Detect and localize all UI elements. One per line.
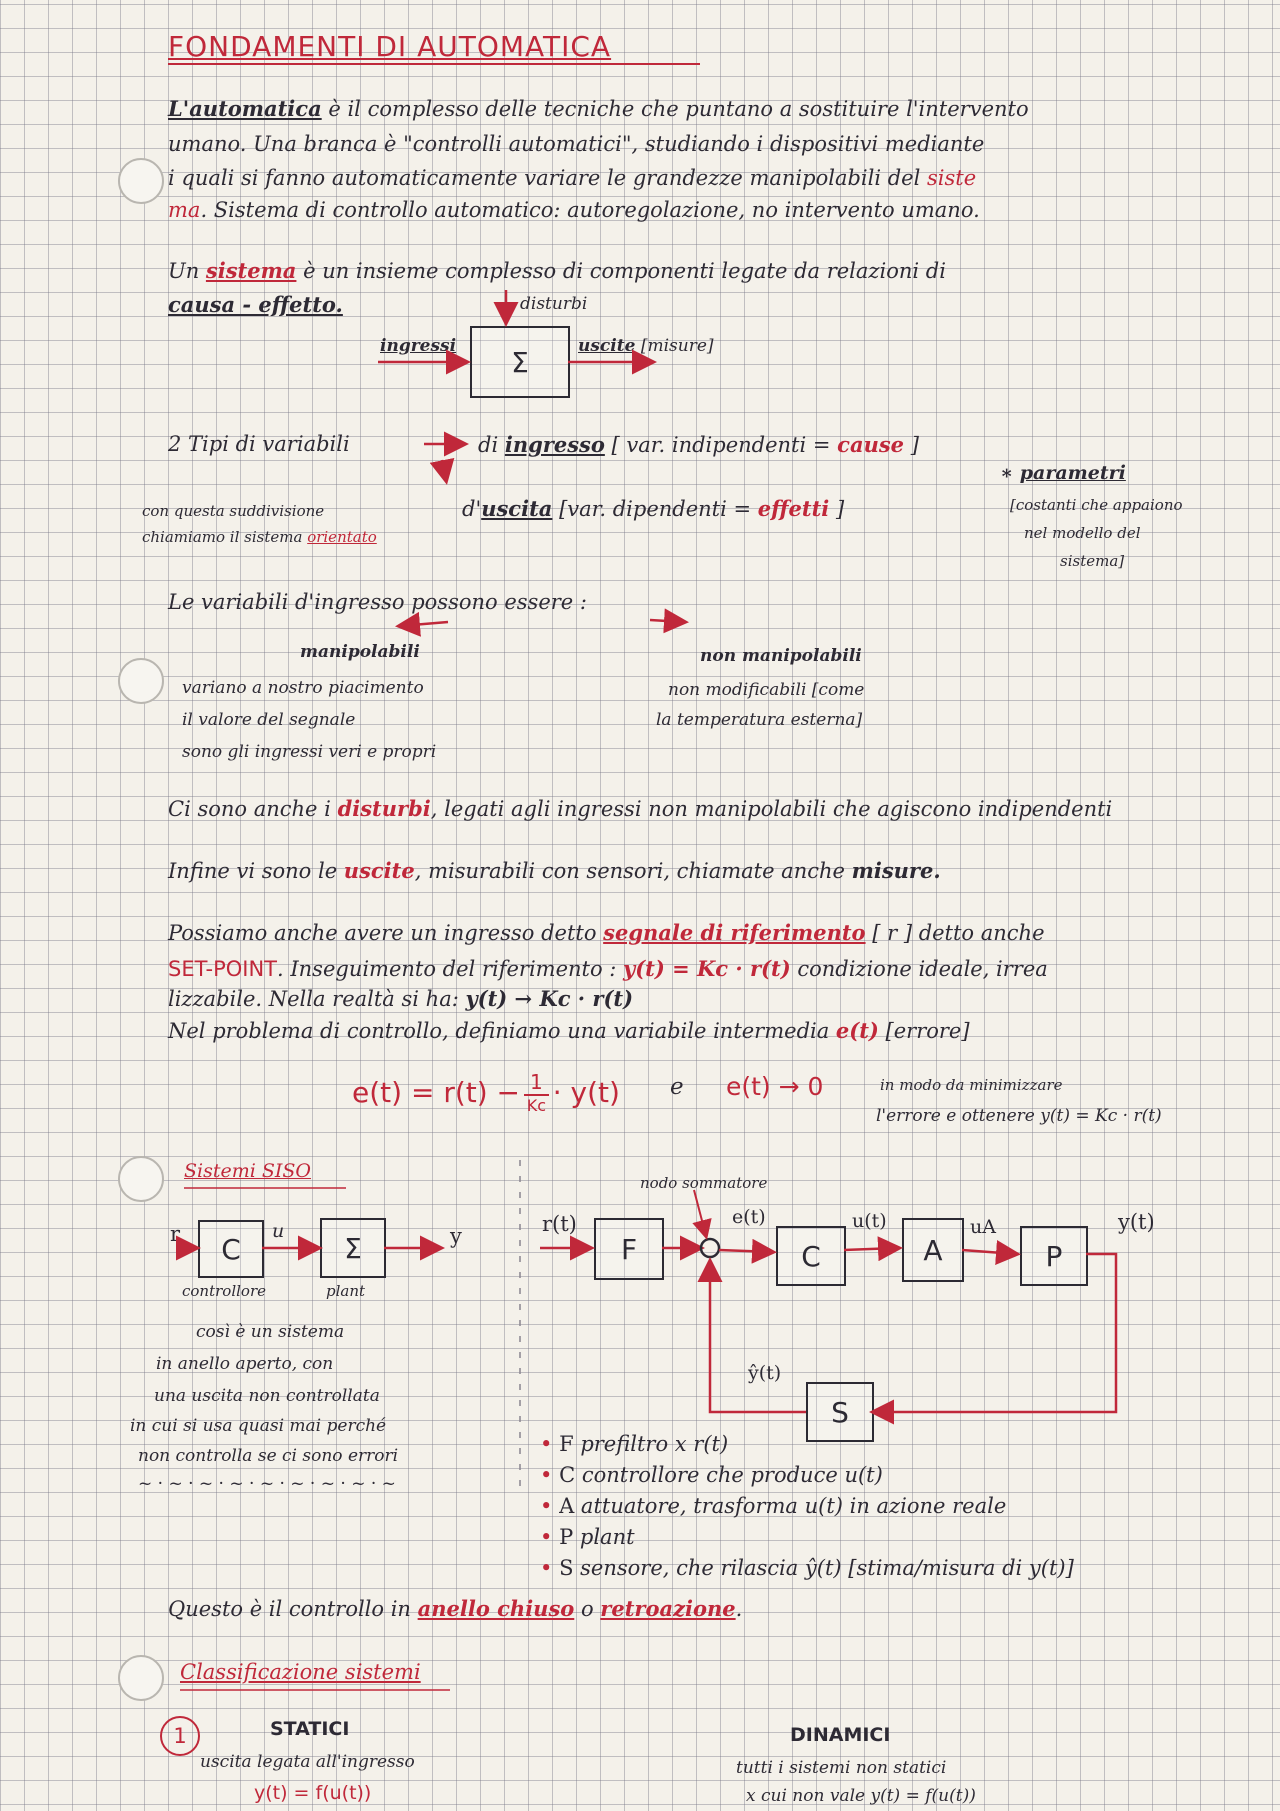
- classificazione-heading: Classificazione sistemi: [180, 1660, 421, 1684]
- text: [errore]: [878, 1019, 970, 1043]
- ideal-formula: y(t) = Kc · r(t): [623, 956, 791, 981]
- text: d': [462, 497, 482, 521]
- dinamici-line-2: x cui non vale y(t) = f(u(t)): [746, 1786, 976, 1806]
- text: [ r ] detto anche: [865, 921, 1045, 945]
- term-parametri: parametri: [1019, 462, 1126, 484]
- siso-r: r: [170, 1222, 181, 1246]
- nodo-sommatore-label: nodo sommatore: [640, 1174, 768, 1192]
- intro-text: . Sistema di controllo automatico: autoregolazione, no intervento umano.: [200, 198, 980, 222]
- text: [ var. indipendenti =: [604, 433, 838, 457]
- text: , misurabili con sensori, chiamate anche: [414, 859, 852, 883]
- term-anello-chiuso: anello chiuso: [417, 1596, 575, 1621]
- term-segnale-riferimento: segnale di riferimento: [603, 920, 866, 945]
- intro-text: è il complesso delle tecniche che puntano a sostituire l'intervento: [321, 97, 1029, 121]
- legend-text: prefiltro x r(t): [580, 1432, 729, 1456]
- legend-item: • F prefiltro x r(t): [540, 1432, 729, 1456]
- legend-item: • C controllore che produce u(t): [540, 1463, 883, 1487]
- nonmanip-arrow: [650, 620, 684, 622]
- intro-text: i quali si fanno automaticamente variare le grandezze manipolabili del: [168, 166, 927, 190]
- controllore-letter: C: [801, 1239, 821, 1273]
- label-ingressi: ingressi: [380, 336, 457, 356]
- manipolabili-line-2: il valore del segnale: [182, 710, 356, 730]
- text: Possiamo anche avere un ingresso detto: [168, 921, 604, 945]
- legend-letter: S: [559, 1556, 574, 1580]
- tipi-variabili: 2 Tipi di variabili: [168, 432, 350, 456]
- term-uscite: uscite: [343, 858, 415, 883]
- text: di: [478, 433, 505, 457]
- term-cause: cause: [837, 432, 905, 457]
- closed-ua: uA: [970, 1216, 996, 1238]
- parametri-line-1: [costanti che appaiono: [1010, 496, 1183, 514]
- closed-e-arrow: [719, 1250, 772, 1252]
- plant-label: plant: [326, 1282, 366, 1300]
- plant-letter: P: [1045, 1239, 1063, 1273]
- legend-text: controllore che produce u(t): [581, 1463, 883, 1487]
- legend-letter: A: [559, 1494, 575, 1518]
- attuatore-letter: A: [923, 1233, 943, 1267]
- text: ]: [829, 497, 845, 521]
- text: , legati agli ingressi non manipolabili che agiscono indipendenti: [430, 797, 1113, 821]
- siso-squiggle: ~ · ~ · ~ · ~ · ~ · ~ · ~ · ~ · ~: [138, 1474, 396, 1494]
- term-ingresso: ingresso: [504, 432, 605, 457]
- text: lizzabile. Nella realtà si ha:: [168, 987, 466, 1011]
- section-number: 1: [160, 1716, 200, 1756]
- non-manipolabili-line-2: la temperatura esterna]: [656, 710, 863, 730]
- non-manipolabili-title: non manipolabili: [700, 646, 862, 666]
- text: o: [574, 1597, 601, 1621]
- formula-note-1: in modo da minimizzare: [880, 1076, 1063, 1094]
- text: ]: [904, 433, 919, 457]
- feedback-path-left: [710, 1262, 806, 1412]
- statici-title: STATICI: [270, 1718, 350, 1740]
- label-disturbi: disturbi: [520, 294, 588, 314]
- summing-node: [701, 1239, 719, 1257]
- non-manipolabili-line-1: non modificabili [come: [668, 680, 865, 700]
- legend-letter: F: [559, 1432, 574, 1456]
- sistema-line-2: causa - effetto.: [168, 292, 343, 317]
- parametri-line-3: sistema]: [1060, 552, 1125, 570]
- text: chiamiamo il sistema: [142, 528, 308, 546]
- statici-formula: y(t) = f(u(t)): [254, 1782, 372, 1804]
- plant-sigma: Σ: [344, 1231, 362, 1265]
- sigma-symbol: Σ: [511, 345, 529, 379]
- legend-text: sensore, che rilascia ŷ(t) [stima/misura di y(t)]: [580, 1556, 1074, 1580]
- siso-note-2: in anello aperto, con: [156, 1354, 334, 1374]
- formula-lhs: e(t) = r(t) −: [352, 1076, 521, 1109]
- siso-note-5: non controlla se ci sono errori: [138, 1446, 399, 1466]
- page-title: FONDAMENTI DI AUTOMATICA: [168, 30, 612, 63]
- parametri-title: ∗ parametri: [1000, 462, 1126, 484]
- term-orientato: orientato: [307, 528, 377, 546]
- term-retroazione: retroazione: [600, 1596, 736, 1621]
- intro-red-text: siste: [927, 166, 977, 190]
- prefiltro-letter: F: [620, 1232, 638, 1266]
- dinamici-title: DINAMICI: [790, 1724, 891, 1746]
- dinamici-line-1: tutti i sistemi non statici: [736, 1758, 947, 1778]
- term-errore: e(t): [835, 1018, 879, 1043]
- fraction-numerator: 1: [524, 1070, 549, 1096]
- manipolabili-line-1: variano a nostro piacimento: [182, 678, 424, 698]
- error-limit: e(t) → 0: [726, 1072, 824, 1101]
- text: Nel problema di controllo, definiamo una variabile intermedia: [168, 1019, 836, 1043]
- manip-arrow: [400, 622, 448, 626]
- formula-rhs: · y(t): [552, 1076, 620, 1109]
- text: Questo è il controllo in: [168, 1597, 418, 1621]
- closed-u-arrow: [844, 1248, 898, 1250]
- term-uscita: uscita: [481, 496, 553, 521]
- tipi-arrow-down: [442, 460, 446, 480]
- intro-red-text: ma: [168, 198, 201, 222]
- closed-rt: r(t): [542, 1212, 577, 1236]
- fraction-denominator: Kc: [526, 1096, 547, 1115]
- orientato-note-1: con questa suddivisione: [142, 502, 325, 520]
- parametri-line-2: nel modello del: [1024, 524, 1141, 542]
- intro-line-2: umano. Una branca è "controlli automatici", studiando i dispositivi mediante: [168, 132, 985, 156]
- formula-note-2: l'errore e ottenere y(t) = Kc · r(t): [876, 1106, 1162, 1126]
- text: Un: [168, 259, 206, 283]
- legend-letter: C: [559, 1463, 576, 1487]
- uscite-text: uscite: [578, 336, 636, 356]
- closed-yt: y(t): [1118, 1210, 1155, 1234]
- text: condizione ideale, irrea: [790, 957, 1048, 981]
- siso-note-1: così è un sistema: [196, 1322, 345, 1342]
- legend-item: • S sensore, che rilascia ŷ(t) [stima/misura di y(t)]: [540, 1556, 1074, 1580]
- sensore-letter: S: [831, 1395, 849, 1429]
- term-sistema: sistema: [205, 258, 297, 283]
- text: Ci sono anche i: [168, 797, 338, 821]
- manipolabili-title: manipolabili: [300, 642, 420, 662]
- controllore-label: controllore: [182, 1282, 266, 1300]
- legend-text: plant: [579, 1525, 635, 1549]
- siso-note-4: in cui si usa quasi mai perché: [130, 1416, 387, 1436]
- feedback-path-right: [874, 1254, 1116, 1412]
- legend-text: attuatore, trasforma u(t) in azione reale: [580, 1494, 1007, 1518]
- formula-and: e: [670, 1074, 684, 1100]
- misure-text: [misure]: [640, 336, 714, 356]
- term-disturbi: disturbi: [337, 796, 431, 821]
- ingressi-heading: Le variabili d'ingresso possono essere :: [168, 590, 587, 614]
- term-automatica: L'automatica: [168, 96, 322, 121]
- text: . Inseguimento del riferimento :: [277, 957, 624, 981]
- legend-item: • A attuatore, trasforma u(t) in azione reale: [540, 1494, 1007, 1518]
- text: è un insieme complesso di componenti legate da relazioni di: [296, 259, 946, 283]
- text: Infine vi sono le: [168, 859, 344, 883]
- siso-u: u: [272, 1220, 285, 1242]
- siso-y: y: [450, 1224, 462, 1248]
- statici-line-1: uscita legata all'ingresso: [200, 1752, 415, 1772]
- manipolabili-line-3: sono gli ingressi veri e propri: [182, 742, 437, 762]
- closed-yhat: ŷ(t): [748, 1362, 782, 1384]
- text: [var. dipendenti =: [552, 497, 758, 521]
- legend-letter: P: [559, 1525, 574, 1549]
- closed-et: e(t): [732, 1206, 766, 1228]
- controller-letter: C: [221, 1232, 241, 1266]
- nodo-arrow: [694, 1190, 706, 1236]
- closed-ut: u(t): [852, 1210, 887, 1232]
- term-set-point: SET-POINT: [168, 957, 277, 981]
- legend-item: • P plant: [540, 1525, 635, 1549]
- term-misure: misure.: [851, 858, 941, 883]
- term-effetti: effetti: [757, 496, 830, 521]
- text: .: [735, 1597, 743, 1621]
- siso-heading: Sistemi SISO: [184, 1160, 311, 1182]
- closed-ua-arrow: [962, 1250, 1016, 1254]
- siso-note-3: una uscita non controllata: [154, 1386, 380, 1406]
- real-formula: y(t) → Kc · r(t): [465, 986, 634, 1011]
